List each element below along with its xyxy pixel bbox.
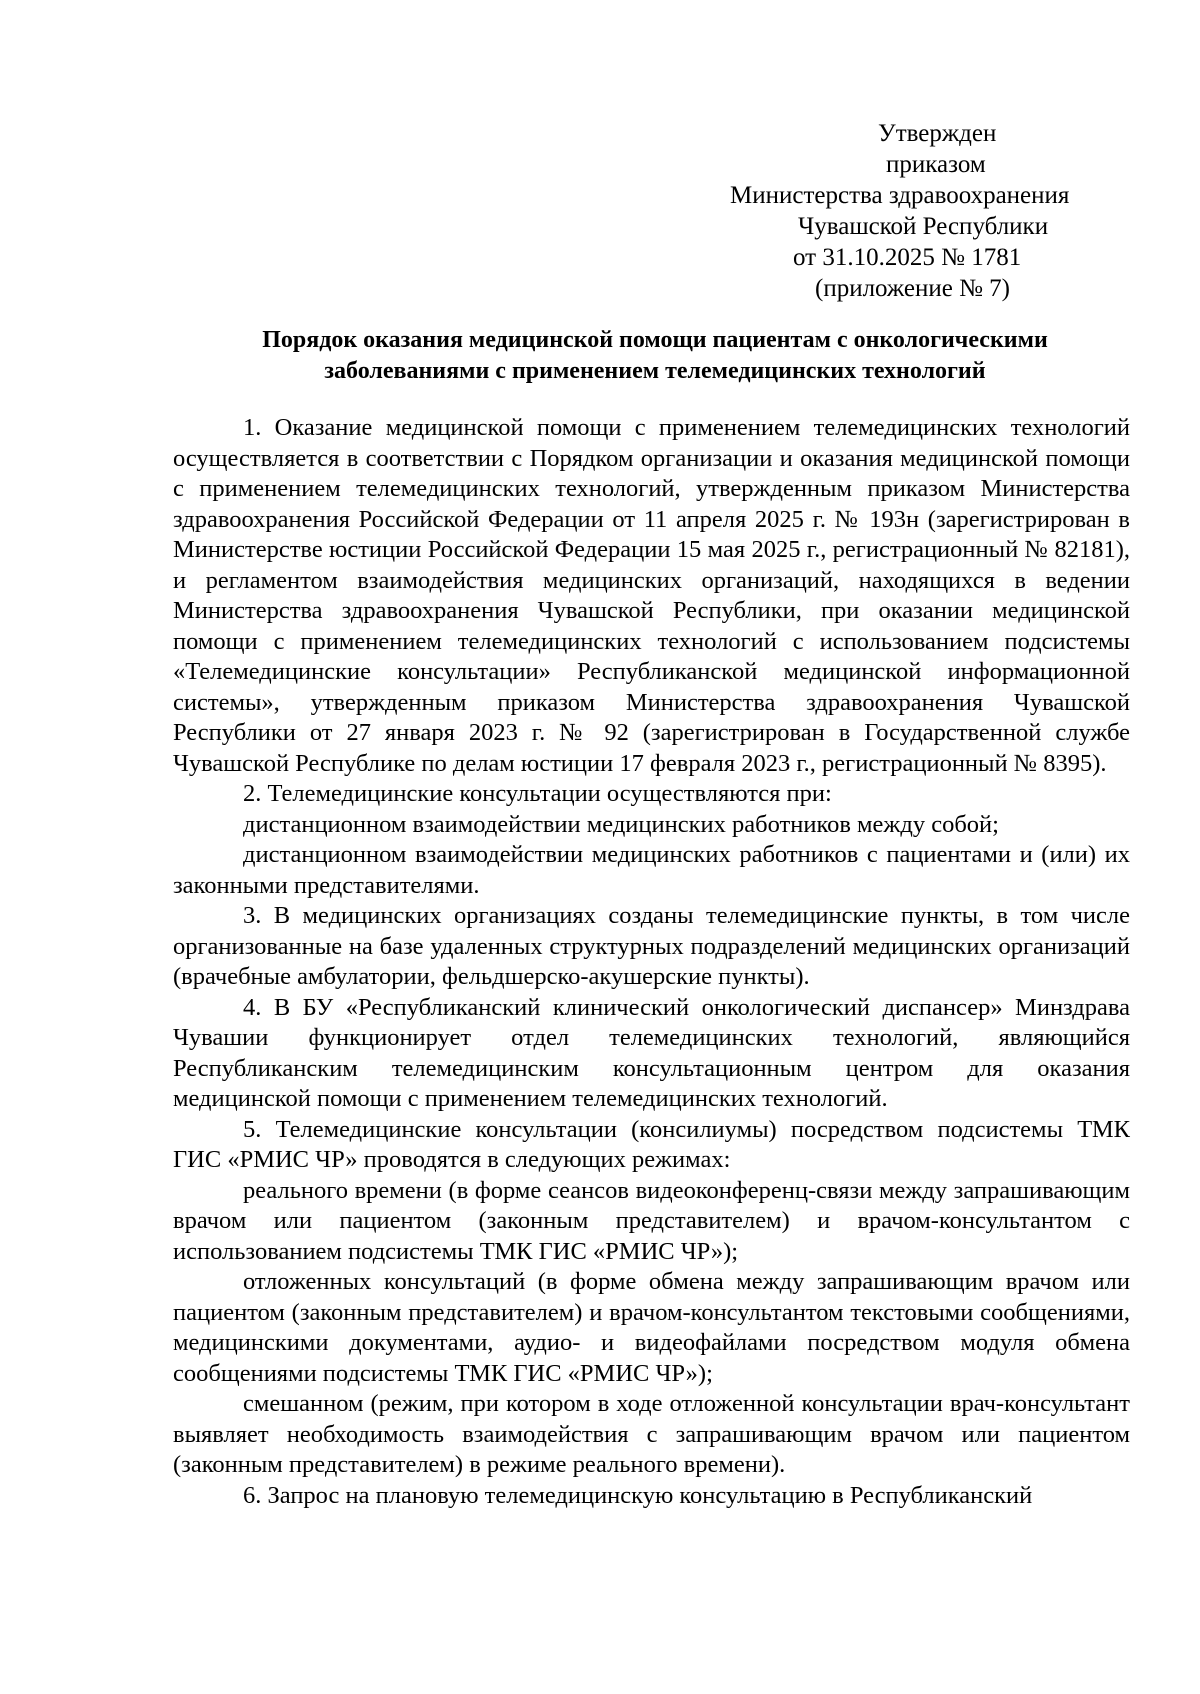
approval-line: Чувашской Республики	[798, 213, 1049, 240]
document-title	[175, 325, 1135, 387]
paragraph-2: 2. Телемедицинские консультации осуществляются при:	[243, 780, 832, 807]
paragraph-6: 6. Запрос на плановую телемедицинскую консультацию в Республиканский	[243, 1481, 1033, 1509]
paragraph-5: 5. Телемедицинские консультации (консилиумы) посредством подсистемы ТМК ГИС «РМИС ЧР» проводятся в следующих режимах:	[173, 1115, 1130, 1173]
document-body	[173, 413, 1130, 1511]
approval-line: Утвержден	[878, 120, 997, 147]
approval-block	[730, 118, 1110, 304]
paragraph-3: 3. В медицинских организациях созданы телемедицинские пункты, в том числе организованные на базе удаленных структурных подразделений медицинских организаций (врачебные амбулатории, фельдшерско-акушерские пункты).	[173, 902, 1130, 990]
paragraph-5-mode-realtime: реального времени (в форме сеансов видеоконференц-связи между запрашивающим врачом или пациентом (законным представителем) и врачом-консультантом с использованием подсистемы ТМК ГИС «РМИС ЧР»);	[173, 1176, 1130, 1265]
title-line: Порядок оказания медицинской помощи пациентам с онкологическими	[262, 327, 1048, 353]
paragraph-1: 1. Оказание медицинской помощи с применением телемедицинских технологий осуществляется в соответствии с Порядком организации и оказания медицинской помощи с применением телемедицинских технологий, утвержденным приказом Министерства здравоохранения Российской Федерации от 11 апреля 2025 г. № 193н (зарегистрирован в Министерстве юстиции Российской Федерации 15 мая 2025 г., регистрационный № 82181), и регламентом взаимодействия медицинских организаций, находящихся в ведении Министерства здравоохранения Чувашской Республики, при оказании медицинской помощи с применением телемедицинских технологий с использованием подсистемы «Телемедицинские консультации» Республиканской медицинской информационной системы», утвержденным приказом Министерства здравоохранения Чувашской Республики от 27 января 2023 г. № 92 (зарегистрирован в Государственной службе Чувашской Республике по делам юстиции 17 февраля 2023 г., регистрационный № 8395).	[173, 414, 1130, 777]
approval-line: Министерства здравоохранения	[730, 182, 1070, 209]
paragraph-5-mode-deferred: отложенных консультаций (в форме обмена между запрашивающим врачом или пациентом (законным представителем) и врачом-консультантом текстовыми сообщениями, медицинскими документами, аудио- и видеофайлами посредством модуля обмена сообщениями подсистемы ТМК ГИС «РМИС ЧР»);	[173, 1268, 1130, 1387]
approval-line: приказом	[886, 151, 986, 178]
paragraph-2-item-1: дистанционном взаимодействии медицинских работников между собой;	[243, 810, 999, 838]
approval-line: (приложение № 7)	[815, 275, 1011, 302]
paragraph-2-item-2: дистанционном взаимодействии медицинских работников с пациентами и (или) их законными представителями.	[173, 841, 1130, 899]
approval-line: от 31.10.2025 № 1781	[793, 244, 1022, 271]
title-line: заболеваниями с применением телемедицинских технологий	[324, 358, 986, 384]
paragraph-4: 4. В БУ «Республиканский клинический онкологический диспансер» Минздрава Чувашии функционирует отдел телемедицинских технологий, являющийся Республиканским телемедицинским консультационным центром для оказания медицинской помощи с применением телемедицинских технологий.	[173, 993, 1130, 1112]
paragraph-5-mode-mixed: смешанном (режим, при котором в ходе отложенной консультации врач-консультант выявляет необходимость взаимодействия с запрашивающим врачом или пациентом (законным представителем) в режиме реального времени).	[173, 1390, 1130, 1478]
